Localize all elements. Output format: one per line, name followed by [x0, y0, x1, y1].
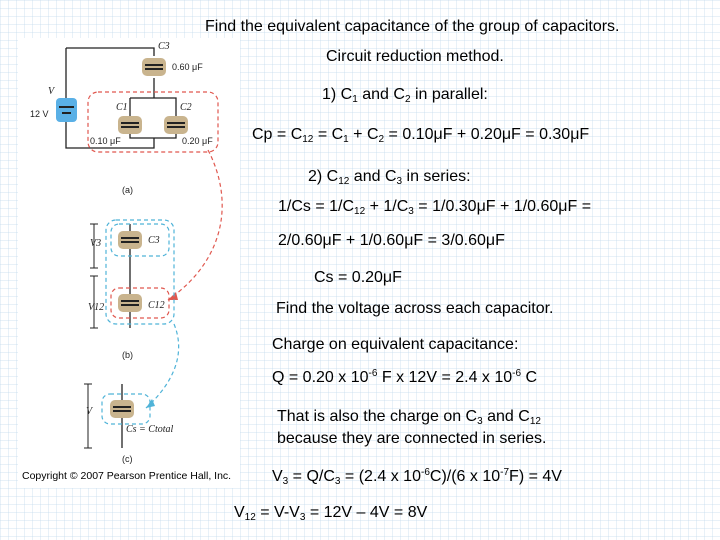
label-c3-b: C3	[148, 235, 160, 246]
cs-result: Cs = 0.20μF	[314, 269, 402, 286]
charge-heading: Charge on equivalent capacitance:	[272, 336, 519, 353]
reduction-arrow-2	[146, 324, 179, 408]
capacitor-c3-a	[142, 58, 166, 76]
capacitor-c1	[118, 116, 142, 134]
page-title: Find the equivalent capacitance of the group of capacitors.	[205, 18, 620, 35]
label-c2: C2	[180, 102, 192, 113]
label-v3-b: V3	[90, 238, 102, 249]
copyright-notice: Copyright © 2007 Pearson Prentice Hall, Inc.	[22, 470, 232, 482]
cp-equation: $Cp = C_{12} = C_1 + C_2 = 0.10\mu F + 0.20\mu F = 0.30\mu F$	[252, 126, 590, 145]
series-note-1: That is also the charge on $C_3$ and $C_{12}$	[277, 408, 541, 427]
capacitor-c2	[164, 116, 188, 134]
capacitor-cs	[110, 400, 134, 418]
step2-line: 2) $C_{12}$ and $C_3$ in series:	[308, 168, 471, 187]
label-c1: C1	[116, 102, 128, 113]
v12-equation: $V_{12} = V-V_3 = 12V - 4V = 8V$	[234, 504, 428, 523]
label-v-c: V	[86, 406, 93, 417]
reduction-arrow-1	[168, 150, 222, 300]
circuit-figure	[18, 38, 240, 488]
method-heading: Circuit reduction method.	[326, 48, 504, 65]
label-v: V	[48, 86, 55, 97]
circuit-diagram	[18, 38, 240, 488]
cs-equation-2: 2/0.60μF + 1/0.60μF = 3/0.60μF	[278, 232, 505, 249]
label-c3-value: 0.60 μF	[172, 62, 203, 72]
series-note-2: because they are connected in series.	[277, 430, 547, 447]
label-v12-b: V12	[88, 302, 105, 313]
q-equation: Q = 0.20 x $10^{-6}$ F x 12V = 2.4 x $10^{-6}$ C	[272, 368, 538, 386]
label-c12-b: C12	[148, 300, 165, 311]
capacitor-c12-b	[118, 294, 142, 312]
label-c2-value: 0.20 μF	[182, 136, 213, 146]
label-cs-c: Cs = Ctotal	[126, 424, 174, 435]
label-v-value: 12 V	[30, 109, 49, 119]
step1-line: 1) $C_1$ and $C_2$ in parallel:	[322, 86, 488, 105]
caption-a: (a)	[122, 185, 133, 195]
label-c1-value: 0.10 μF	[90, 136, 121, 146]
caption-c: (c)	[122, 454, 133, 464]
battery	[56, 98, 77, 122]
voltage-heading: Find the voltage across each capacitor.	[276, 300, 554, 317]
cs-equation-1: $1/Cs = 1/C_{12} + 1/C_3 = 1/0.30\mu F + 1/0.60\mu F$ =	[278, 198, 592, 217]
capacitor-c3-b	[118, 231, 142, 249]
label-c3-a: C3	[158, 41, 170, 52]
v3-equation: $V_3 = Q/C_3 = (2.4$ x $10^{-6}C)/(6$ x $10^{-7}F) = 4V$	[272, 467, 562, 487]
caption-b: (b)	[122, 350, 133, 360]
